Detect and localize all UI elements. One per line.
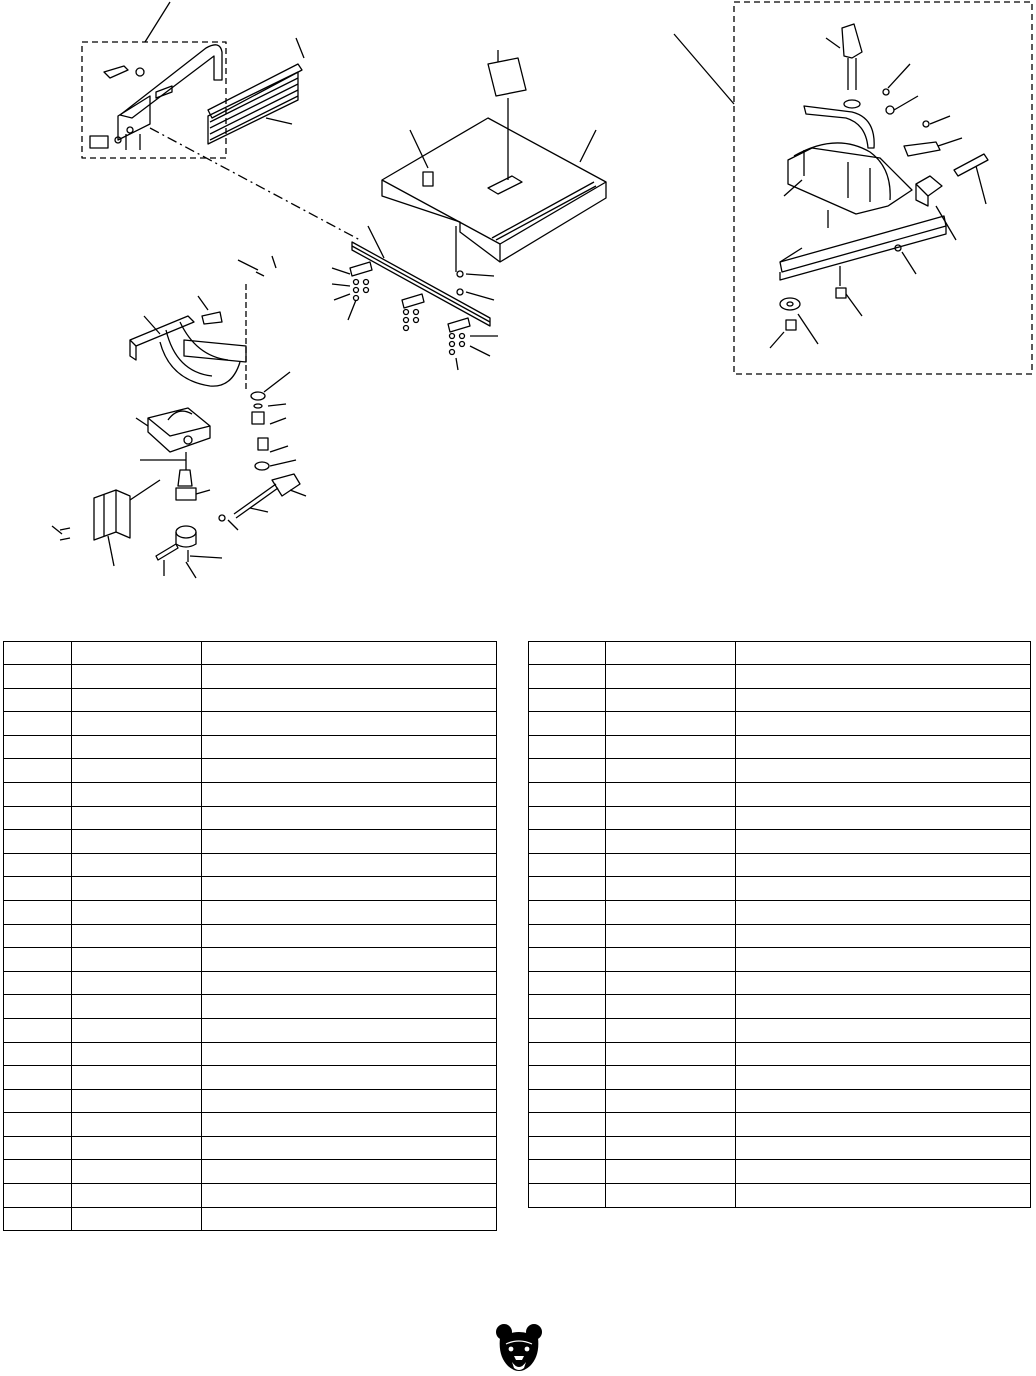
description-cell xyxy=(202,1136,497,1160)
part-number-cell xyxy=(72,1018,202,1042)
ref-cell xyxy=(4,1184,72,1208)
ref-cell xyxy=(4,1066,72,1090)
part-number-cell xyxy=(606,759,736,783)
part-number-cell xyxy=(72,735,202,759)
table-row xyxy=(4,924,497,948)
table-row xyxy=(4,1160,497,1184)
description-cell xyxy=(202,924,497,948)
table-header-row xyxy=(529,642,1031,665)
description-cell xyxy=(736,806,1031,830)
ref-cell xyxy=(529,948,606,972)
part-number-cell xyxy=(606,1066,736,1090)
table-row xyxy=(529,1113,1031,1137)
part-number-cell xyxy=(606,1018,736,1042)
ref-cell xyxy=(529,665,606,689)
description-cell xyxy=(202,665,497,689)
part-number-cell xyxy=(606,971,736,995)
description-cell xyxy=(736,1018,1031,1042)
table-row xyxy=(529,665,1031,689)
description-cell xyxy=(202,1184,497,1208)
description-cell xyxy=(202,1089,497,1113)
ref-cell xyxy=(529,971,606,995)
ref-cell xyxy=(4,1042,72,1066)
table-row xyxy=(529,1160,1031,1184)
description-cell xyxy=(736,688,1031,712)
part-number-cell xyxy=(72,1042,202,1066)
description-cell xyxy=(736,1066,1031,1090)
header-cell xyxy=(606,642,736,665)
part-number-cell xyxy=(72,806,202,830)
description-cell xyxy=(736,1113,1031,1137)
ref-cell xyxy=(4,971,72,995)
part-number-cell xyxy=(606,924,736,948)
part-number-cell xyxy=(72,853,202,877)
part-number-cell xyxy=(606,735,736,759)
part-number-cell xyxy=(72,1113,202,1137)
ref-cell xyxy=(4,712,72,736)
table-row xyxy=(4,1018,497,1042)
ref-cell xyxy=(529,924,606,948)
bear-head-logo xyxy=(494,1322,544,1376)
part-number-cell xyxy=(606,712,736,736)
table-header-row xyxy=(4,642,497,665)
table-row xyxy=(4,665,497,689)
part-number-cell xyxy=(606,853,736,877)
header-cell xyxy=(4,642,72,665)
description-cell xyxy=(736,1184,1031,1208)
description-cell xyxy=(202,735,497,759)
header-cell xyxy=(202,642,497,665)
part-number-cell xyxy=(72,877,202,901)
part-number-cell xyxy=(72,782,202,806)
part-number-cell xyxy=(606,688,736,712)
part-number-cell xyxy=(606,995,736,1019)
ref-cell xyxy=(529,1066,606,1090)
table-row xyxy=(4,1184,497,1208)
table-row xyxy=(529,735,1031,759)
table-top xyxy=(382,50,606,272)
header-cell xyxy=(529,642,606,665)
ref-cell xyxy=(4,782,72,806)
table-row xyxy=(4,1066,497,1090)
header-cell xyxy=(736,642,1031,665)
ref-cell xyxy=(529,806,606,830)
part-number-cell xyxy=(72,830,202,854)
table-row xyxy=(4,759,497,783)
part-number-cell xyxy=(72,900,202,924)
part-number-cell xyxy=(72,665,202,689)
part-number-cell xyxy=(606,877,736,901)
fence-assembly xyxy=(82,2,360,240)
part-number-cell xyxy=(606,900,736,924)
ref-cell xyxy=(529,853,606,877)
part-number-cell xyxy=(72,1184,202,1208)
ref-cell xyxy=(4,665,72,689)
table-row xyxy=(529,877,1031,901)
description-cell xyxy=(202,900,497,924)
table-row xyxy=(4,782,497,806)
part-number-cell xyxy=(606,1184,736,1208)
part-number-cell xyxy=(606,1113,736,1137)
description-cell xyxy=(736,924,1031,948)
description-cell xyxy=(202,712,497,736)
part-number-cell xyxy=(72,924,202,948)
trunnion-assembly xyxy=(52,256,306,578)
ref-cell xyxy=(4,688,72,712)
description-cell xyxy=(202,1160,497,1184)
ref-cell xyxy=(529,900,606,924)
table-row xyxy=(4,1042,497,1066)
part-number-cell xyxy=(72,971,202,995)
description-cell xyxy=(202,806,497,830)
ref-cell xyxy=(4,1089,72,1113)
ref-cell xyxy=(4,806,72,830)
ref-cell xyxy=(529,1089,606,1113)
description-cell xyxy=(202,877,497,901)
table-row xyxy=(4,806,497,830)
description-cell xyxy=(736,900,1031,924)
part-number-cell xyxy=(72,1136,202,1160)
table-row xyxy=(529,853,1031,877)
table-row xyxy=(4,1136,497,1160)
part-number-cell xyxy=(72,1207,202,1231)
description-cell xyxy=(736,735,1031,759)
description-cell xyxy=(736,971,1031,995)
header-cell xyxy=(72,642,202,665)
table-row xyxy=(4,1207,497,1231)
table-row xyxy=(529,1184,1031,1208)
table-row xyxy=(529,688,1031,712)
table-row xyxy=(529,712,1031,736)
part-number-cell xyxy=(72,948,202,972)
ref-cell xyxy=(529,1184,606,1208)
table-row xyxy=(4,853,497,877)
part-number-cell xyxy=(72,759,202,783)
part-number-cell xyxy=(72,1160,202,1184)
description-cell xyxy=(202,1113,497,1137)
front-rail xyxy=(332,226,498,370)
ref-cell xyxy=(529,735,606,759)
ref-cell xyxy=(4,1018,72,1042)
description-cell xyxy=(736,712,1031,736)
ref-cell xyxy=(4,1136,72,1160)
table-row xyxy=(529,971,1031,995)
ref-cell xyxy=(529,830,606,854)
description-cell xyxy=(736,759,1031,783)
table-row xyxy=(4,995,497,1019)
table-row xyxy=(529,830,1031,854)
description-cell xyxy=(736,1160,1031,1184)
description-cell xyxy=(736,1089,1031,1113)
table-row xyxy=(4,712,497,736)
ref-cell xyxy=(529,688,606,712)
part-number-cell xyxy=(606,1160,736,1184)
ref-cell xyxy=(4,924,72,948)
part-number-cell xyxy=(606,830,736,854)
table-row xyxy=(529,1018,1031,1042)
table-row xyxy=(4,1089,497,1113)
description-cell xyxy=(736,782,1031,806)
ref-cell xyxy=(529,759,606,783)
part-number-cell xyxy=(72,688,202,712)
part-number-cell xyxy=(72,1089,202,1113)
ref-cell xyxy=(4,948,72,972)
part-number-cell xyxy=(606,1089,736,1113)
ref-cell xyxy=(4,877,72,901)
miter-gauge-assembly xyxy=(674,2,1032,374)
parts-table-right xyxy=(528,641,1031,1208)
description-cell xyxy=(202,688,497,712)
description-cell xyxy=(736,995,1031,1019)
table-row xyxy=(4,900,497,924)
description-cell xyxy=(202,830,497,854)
ref-cell xyxy=(529,1018,606,1042)
part-number-cell xyxy=(72,995,202,1019)
ref-cell xyxy=(4,1207,72,1231)
table-row xyxy=(529,1066,1031,1090)
description-cell xyxy=(202,971,497,995)
part-number-cell xyxy=(606,1136,736,1160)
description-cell xyxy=(202,1066,497,1090)
exploded-parts-diagram xyxy=(0,0,1036,600)
description-cell xyxy=(736,665,1031,689)
part-number-cell xyxy=(606,806,736,830)
ref-cell xyxy=(4,1113,72,1137)
ref-cell xyxy=(529,1113,606,1137)
ref-cell xyxy=(529,877,606,901)
table-row xyxy=(529,900,1031,924)
description-cell xyxy=(202,853,497,877)
ref-cell xyxy=(529,995,606,1019)
description-cell xyxy=(202,1207,497,1231)
description-cell xyxy=(202,1042,497,1066)
table-row xyxy=(529,759,1031,783)
table-row xyxy=(529,806,1031,830)
ref-cell xyxy=(529,1136,606,1160)
part-number-cell xyxy=(606,948,736,972)
description-cell xyxy=(736,853,1031,877)
table-row xyxy=(4,1113,497,1137)
table-row xyxy=(4,971,497,995)
table-row xyxy=(529,1089,1031,1113)
part-number-cell xyxy=(72,712,202,736)
description-cell xyxy=(202,995,497,1019)
description-cell xyxy=(736,948,1031,972)
ref-cell xyxy=(4,830,72,854)
part-number-cell xyxy=(606,1042,736,1066)
description-cell xyxy=(202,759,497,783)
description-cell xyxy=(736,1136,1031,1160)
ref-cell xyxy=(529,1160,606,1184)
table-row xyxy=(529,782,1031,806)
part-number-cell xyxy=(72,1066,202,1090)
ref-cell xyxy=(4,759,72,783)
description-cell xyxy=(202,782,497,806)
parts-table-left xyxy=(3,641,497,1231)
part-number-cell xyxy=(606,665,736,689)
table-row xyxy=(4,877,497,901)
ref-cell xyxy=(4,853,72,877)
table-row xyxy=(529,1136,1031,1160)
description-cell xyxy=(736,1042,1031,1066)
table-row xyxy=(4,735,497,759)
ref-cell xyxy=(4,1160,72,1184)
table-row xyxy=(529,948,1031,972)
part-number-cell xyxy=(606,782,736,806)
ref-cell xyxy=(529,712,606,736)
description-cell xyxy=(736,830,1031,854)
table-row xyxy=(4,830,497,854)
table-row xyxy=(529,995,1031,1019)
table-row xyxy=(4,688,497,712)
ref-cell xyxy=(4,900,72,924)
ref-cell xyxy=(4,735,72,759)
description-cell xyxy=(736,877,1031,901)
table-row xyxy=(4,948,497,972)
description-cell xyxy=(202,948,497,972)
table-row xyxy=(529,924,1031,948)
ref-cell xyxy=(529,782,606,806)
ref-cell xyxy=(4,995,72,1019)
description-cell xyxy=(202,1018,497,1042)
table-row xyxy=(529,1042,1031,1066)
ref-cell xyxy=(529,1042,606,1066)
